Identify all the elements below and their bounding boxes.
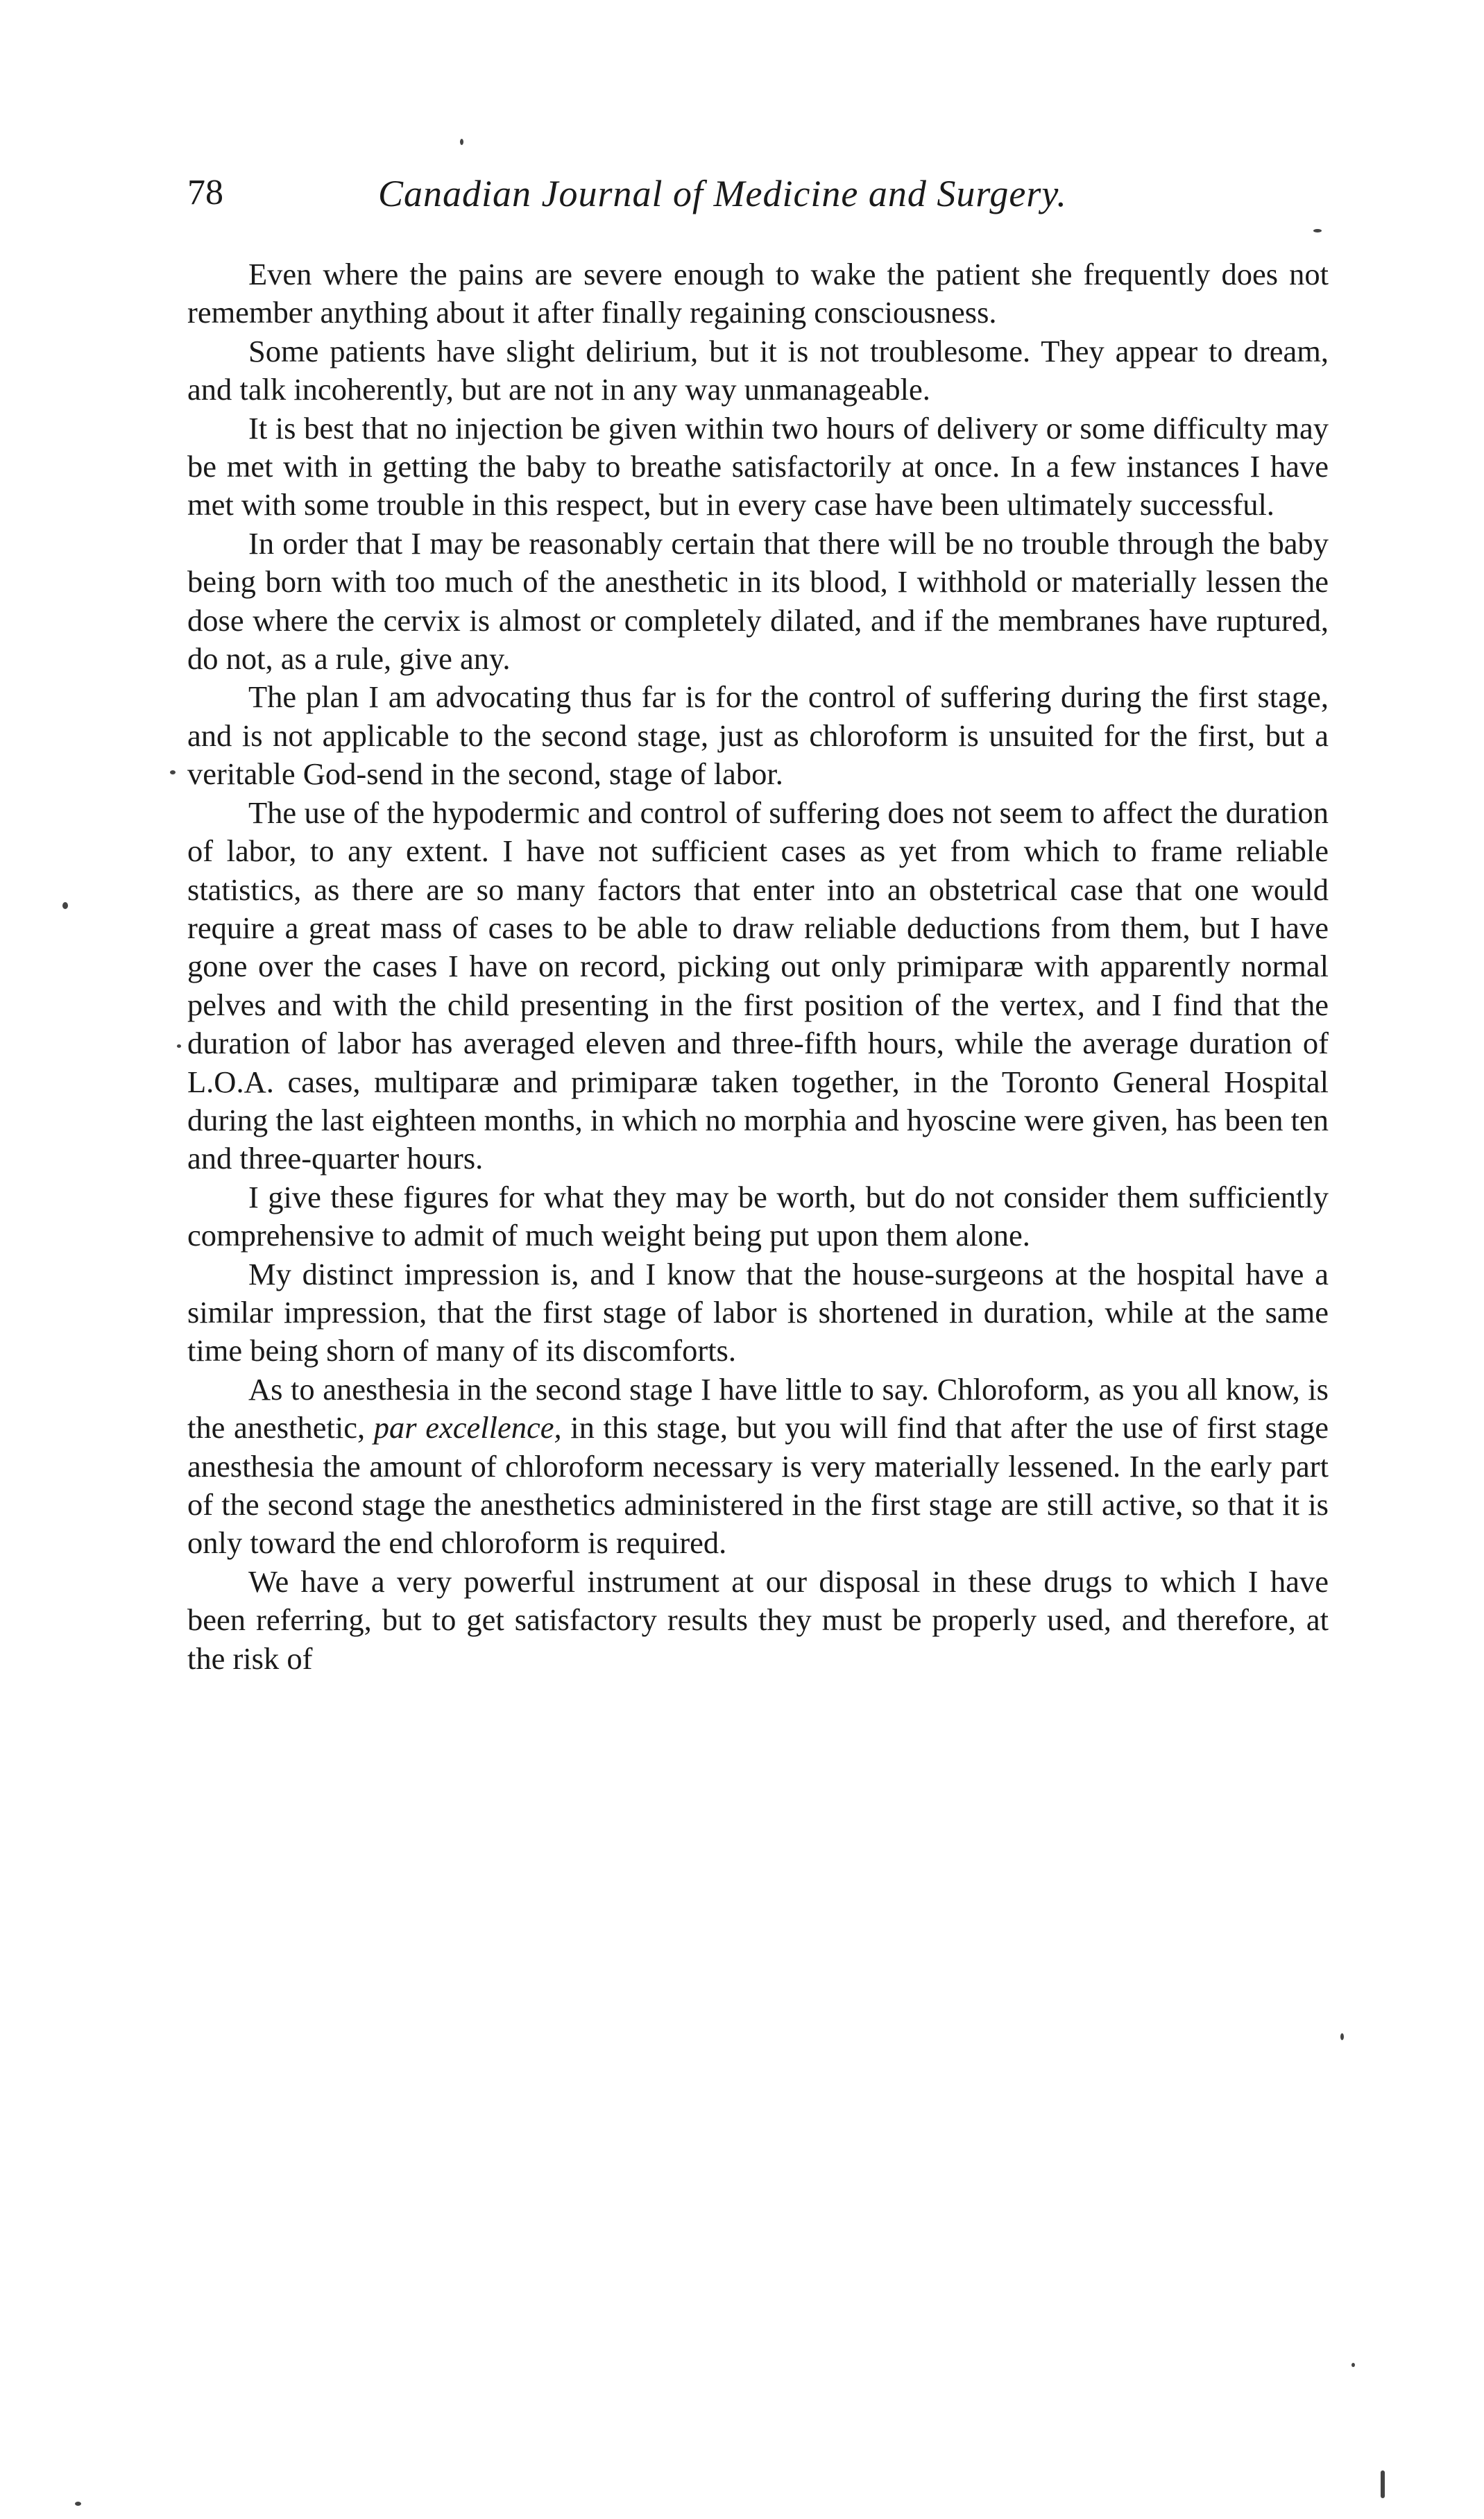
scan-speck (170, 770, 176, 774)
page-number: 78 (187, 173, 223, 212)
italic-phrase: par excellence, (373, 1410, 562, 1445)
paragraph: It is best that no injection be given within two hours of delivery or some difficulty may be met with in getting the baby to breathe satisfactorily at once. In a few instances I have met with some trouble in this respect, but in every case have been ultimately successful. (187, 410, 1329, 523)
paragraph: I give these figures for what they may be worth, but do not consider them sufficiently comprehensive to admit of much weight being put upon them alone. (187, 1179, 1329, 1253)
paragraph: Some patients have slight delirium, but it is not troublesome. They appear to dream, and talk incoherently, but are not in any way unmanageable. (187, 333, 1329, 407)
paragraph: The plan I am advocating thus far is for the control of suffering during the first stage, and is not applicable to the second stage, just as chloroform is unsuited for the first, but a veritable God-send in the second, stage of labor. (187, 679, 1329, 792)
scan-speck (1340, 2033, 1344, 2040)
article-body (187, 255, 1329, 1678)
scan-speck (62, 902, 68, 909)
scan-speck (1313, 229, 1322, 232)
running-title: Canadian Journal of Medicine and Surgery. (378, 173, 1067, 214)
paragraph: In order that I may be reasonably certain that there will be no trouble through the baby being born with too much of the anesthetic in its blood, I withhold or materially lessen the dose where the cervix is almost or completely dilated, and if the membranes have ruptured, do not, as a rule, give any. (187, 525, 1329, 677)
paragraph: We have a very powerful instrument at our disposal in these drugs to which I have been referring, but to get satisfactory results they must be properly used, and therefore, at the risk of (187, 1563, 1329, 1676)
paragraph: My distinct impression is, and I know that the house-surgeons at the hospital have a similar impression, that the first stage of labor is shortened in duration, while at the same time being shorn of many of its discomforts. (187, 1256, 1329, 1368)
scan-speck (1381, 2470, 1385, 2498)
scan-speck (1351, 2363, 1355, 2367)
paragraph: Even where the pains are severe enough to wake the patient she frequently does not remember anything about it after finally regaining consciousness. (187, 257, 1329, 330)
paragraph: The use of the hypodermic and control of suffering does not seem to affect the duration of labor, to any extent. I have not sufficient cases as yet from which to frame reliable statistics, as there are so many factors that enter into an obstetrical case that one would require a great mass of cases to be able to draw reliable deductions from them, but I have gone over the cases I have on record, picking out only primiparæ with apparently normal pelves and with the child presenting in the first position of the vertex, and I find that the duration of labor has averaged eleven and three-fifth hours, while the average duration of L.O.A. cases, multiparæ and primiparæ taken together, in the Toronto General Hospital during the last eighteen months, in which no morphia and hyoscine were given, has been ten and three-quarter hours. (187, 795, 1329, 1176)
paragraph-text: As to anesthesia in the second stage I have little to say. Chloroform, as you all know, is the anesthetic, (187, 1371, 1329, 1445)
scan-speck (177, 1044, 181, 1048)
page-header (187, 172, 1325, 228)
paragraph-text: in this stage, but you will find that after the use of first stage anesthesia the amount of chloroform necessary is very materially lessened. In the early part of the second stage the anesthetics administered in the first stage are still active, so that it is only toward the end chloroform is required. (187, 1410, 1329, 1561)
scan-speck (460, 139, 463, 145)
paragraph (187, 1371, 1329, 1563)
scan-speck (75, 2502, 81, 2506)
